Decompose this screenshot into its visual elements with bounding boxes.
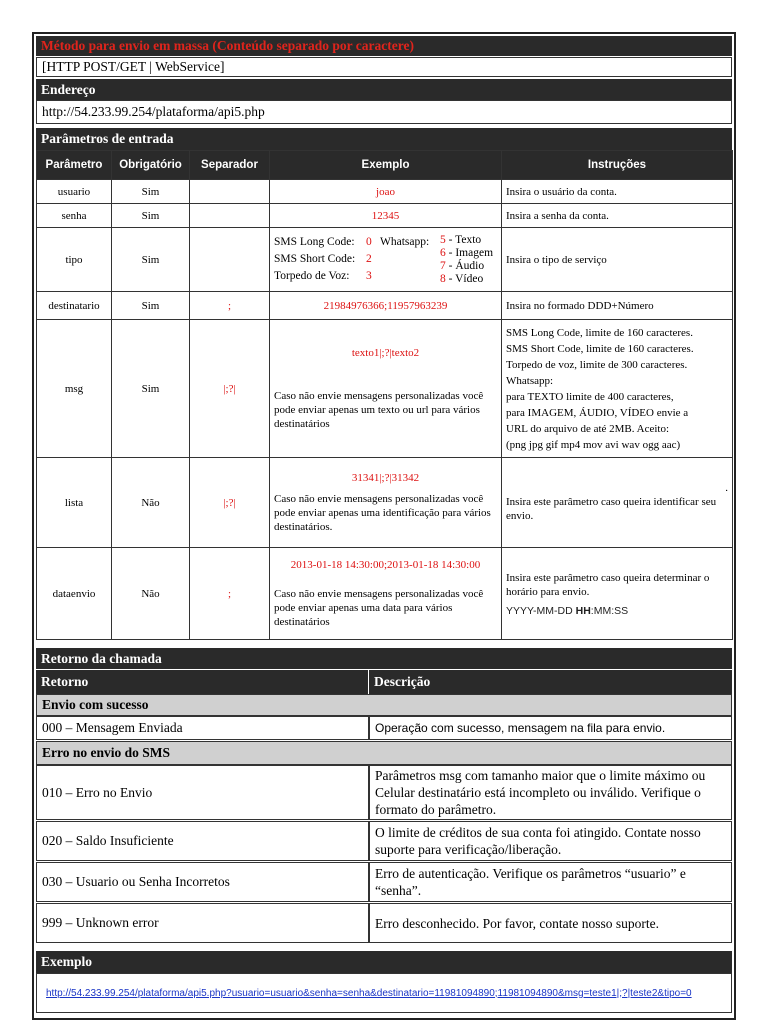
param-name: dataenvio — [37, 548, 112, 640]
table-row-tipo — [37, 228, 733, 292]
erro-code-010: 010 – Erro no Envio — [36, 765, 369, 820]
tipo-label-short: SMS Short Code: — [274, 252, 356, 265]
param-example-lista — [270, 458, 502, 548]
param-name: lista — [37, 458, 112, 548]
msg-instr-line: (png jpg gif mp4 mov avi wav ogg aac) — [506, 438, 681, 451]
erro-desc-999: Erro desconhecido. Por favor, contate nosso suporte. — [369, 903, 732, 943]
msg-instr-line: para TEXTO limite de 400 caracteres, — [506, 390, 674, 403]
parametros-heading: Parâmetros de entrada — [36, 128, 732, 150]
tipo-label-voz: Torpedo de Voz: — [274, 269, 350, 282]
erro-code-999: 999 – Unknown error — [36, 903, 369, 943]
exemplo-box — [36, 973, 732, 1013]
dataenvio-format — [506, 605, 728, 617]
param-separator — [190, 180, 270, 204]
exemplo-heading: Exemplo — [36, 951, 732, 973]
format-min-part: :MM:SS — [590, 604, 629, 617]
param-name: tipo — [37, 228, 112, 292]
param-instructions: Insira o usuário da conta. — [502, 180, 733, 204]
lista-dot: . — [725, 481, 728, 494]
retorno-col-retorno: Retorno — [36, 670, 368, 694]
sucesso-heading: Envio com sucesso — [36, 694, 732, 716]
dataenvio-note: Caso não envie mensagens personalizadas você pode enviar apenas uma data para vários destinatários — [274, 587, 484, 628]
erro-desc-020: O limite de créditos de sua conta foi atingido. Contate nosso suporte para verificação/liberação. — [369, 821, 732, 861]
param-required: Sim — [112, 292, 190, 320]
table-row-lista — [37, 458, 733, 548]
tipo-whatsapp-label: Whatsapp: — [380, 235, 430, 248]
retorno-col-descricao: Descrição — [369, 670, 732, 694]
tipo-code-voz: 3 — [366, 269, 372, 282]
param-instructions-lista — [502, 458, 733, 548]
col-instrucoes: Instruções — [502, 151, 733, 180]
wa-label-audio: - Áudio — [448, 259, 485, 272]
sucesso-code: 000 – Mensagem Enviada — [36, 716, 369, 740]
retorno-heading: Retorno da chamada — [36, 648, 732, 669]
wa-label-imagem: - Imagem — [448, 246, 494, 259]
col-parametro: Parâmetro — [37, 151, 112, 180]
wa-code-imagem: 6 — [440, 246, 446, 259]
table-row-dataenvio — [37, 548, 733, 640]
erro-desc-030: Erro de autenticação. Verifique os parâmetros “usuario” e “senha”. — [369, 862, 732, 902]
erro-heading: Erro no envio do SMS — [36, 741, 732, 765]
wa-code-video: 8 — [440, 272, 446, 285]
lista-example: 31341|;?|31342 — [351, 471, 420, 484]
table-row-destinatario — [37, 292, 733, 320]
col-separador: Separador — [190, 151, 270, 180]
param-name: usuario — [37, 180, 112, 204]
param-required: Não — [112, 458, 190, 548]
dataenvio-example: 2013-01-18 14:30:00;2013-01-18 14:30:00 — [290, 558, 481, 571]
msg-instr-line: Whatsapp: — [506, 374, 554, 387]
page-title: Método para envio em massa (Conteúdo separado por caractere) — [36, 36, 732, 56]
param-separator: ; — [190, 548, 270, 640]
param-example: 21984976366;11957963239 — [270, 292, 502, 320]
erro-code-030: 030 – Usuario ou Senha Incorretos — [36, 862, 369, 902]
protocol-label: [HTTP POST/GET | WebService] — [36, 57, 732, 77]
sucesso-desc: Operação com sucesso, mensagem na fila para envio. — [369, 716, 732, 740]
format-hour-part: HH — [575, 604, 591, 617]
col-obrigatorio: Obrigatório — [112, 151, 190, 180]
param-example: joao — [270, 180, 502, 204]
wa-code-audio: 7 — [440, 259, 446, 272]
tipo-code-short: 2 — [366, 252, 372, 265]
param-instructions-dataenvio — [502, 548, 733, 640]
msg-example: texto1|;?|texto2 — [351, 346, 420, 359]
erro-code-020: 020 – Saldo Insuficiente — [36, 821, 369, 861]
parametros-table — [36, 150, 733, 640]
erro-desc-010: Parâmetros msg com tamanho maior que o limite máximo ou Celular destinatário está incompleto ou inválido. Verifique o formato do parâmetro. — [369, 765, 732, 820]
param-required: Sim — [112, 228, 190, 292]
exemplo-link[interactable]: http://54.233.99.254/plataforma/api5.php?usuario=usuario&senha=senha&destinatario=11981094890;11981094890&msg=teste1|;?|teste2&tipo=0 — [46, 987, 692, 999]
param-example-msg — [270, 320, 502, 458]
param-required: Sim — [112, 320, 190, 458]
param-separator — [190, 228, 270, 292]
dataenvio-instr: Insira este parâmetro caso queira determinar o horário para envio. — [506, 571, 710, 598]
param-name: senha — [37, 204, 112, 228]
msg-instr-line: SMS Long Code, limite de 160 caracteres. — [506, 326, 693, 339]
wa-code-texto: 5 — [440, 233, 446, 246]
endereco-url: http://54.233.99.254/plataforma/api5.php — [36, 100, 732, 124]
param-separator: ; — [190, 292, 270, 320]
param-instructions: Insira a senha da conta. — [502, 204, 733, 228]
param-example-dataenvio — [270, 548, 502, 640]
table-row-usuario — [37, 180, 733, 204]
tipo-label-long: SMS Long Code: — [274, 235, 355, 248]
lista-note: Caso não envie mensagens personalizadas você pode enviar apenas uma identificação para vários destinatários. — [274, 492, 491, 533]
msg-note: Caso não envie mensagens personalizadas você pode enviar apenas um texto ou url para vários destinatários — [274, 389, 484, 430]
col-exemplo: Exemplo — [270, 151, 502, 180]
param-name: destinatario — [37, 292, 112, 320]
param-separator: |;?| — [190, 458, 270, 548]
wa-label-video: - Vídeo — [448, 272, 484, 285]
param-example-tipo — [270, 228, 502, 292]
msg-instr-line: URL do arquivo de até 2MB. Aceito: — [506, 422, 670, 435]
param-example: 12345 — [270, 204, 502, 228]
endereco-heading: Endereço — [36, 79, 732, 100]
param-separator — [190, 204, 270, 228]
parametros-header-row — [37, 151, 733, 180]
param-instructions-msg — [502, 320, 733, 458]
param-separator: |;?| — [190, 320, 270, 458]
lista-instr: Insira este parâmetro caso queira identificar seu envio. — [506, 495, 717, 522]
format-date-part: YYYY-MM-DD — [506, 604, 576, 617]
param-instructions: Insira no formado DDD+Número — [502, 292, 733, 320]
wa-label-texto: - Texto — [448, 233, 482, 246]
tipo-code-long: 0 — [366, 235, 372, 248]
param-required: Sim — [112, 204, 190, 228]
param-instructions: Insira o tipo de serviço — [502, 228, 733, 292]
param-name: msg — [37, 320, 112, 458]
param-required: Sim — [112, 180, 190, 204]
msg-instr-line: para IMAGEM, ÁUDIO, VÍDEO envie a — [506, 406, 689, 419]
param-required: Não — [112, 548, 190, 640]
msg-instr-line: SMS Short Code, limite de 160 caracteres. — [506, 342, 694, 355]
table-row-msg — [37, 320, 733, 458]
msg-instr-line: Torpedo de voz, limite de 300 caracteres. — [506, 358, 688, 371]
table-row-senha — [37, 204, 733, 228]
